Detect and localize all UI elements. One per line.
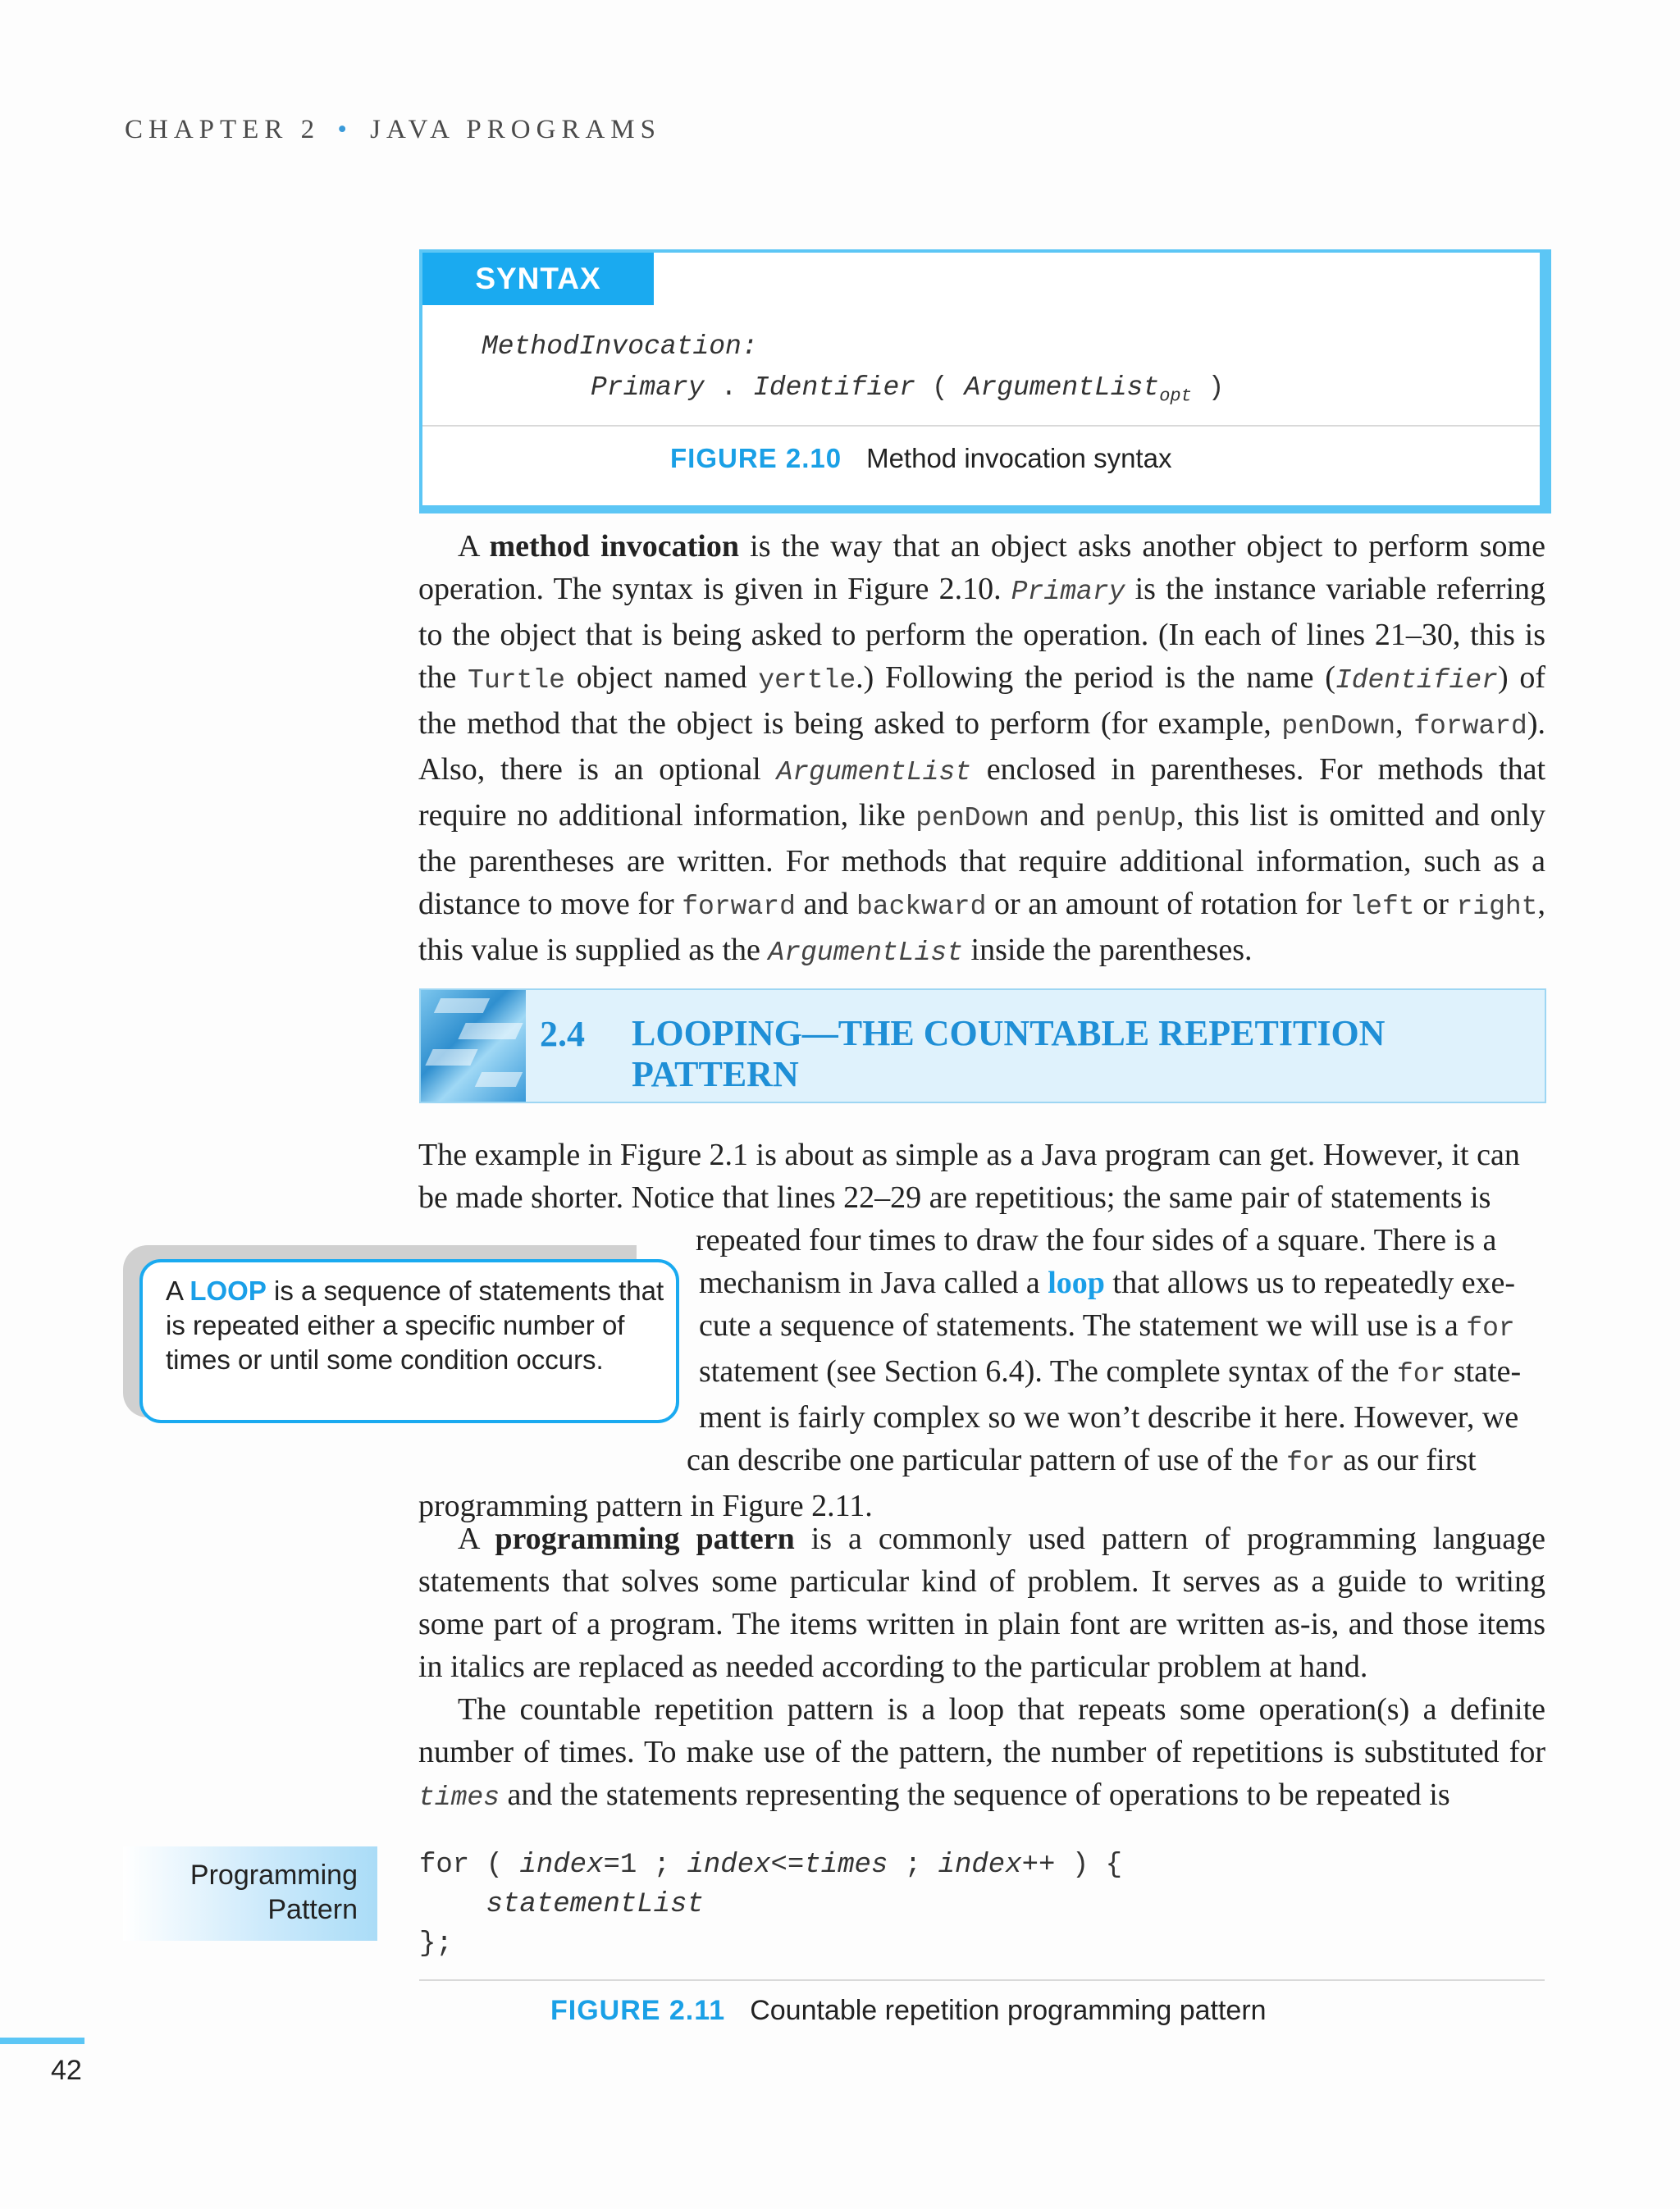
margin-note-loop: A LOOP is a sequence of statements that is repeated either a specific number of times or until some condition occurs. bbox=[139, 1259, 679, 1423]
figure-caption-text: Countable repetition programming pattern bbox=[750, 1995, 1267, 2026]
paragraph-programming-pattern: A programming pattern is a commonly used pattern of programming language statements that solves some particular kind of problem. It serves as a guide to writing some part of a program. The items written in plain font are written as-is, and those items in italics are replaced as needed according to the particular problem at hand. bbox=[418, 1522, 1545, 1684]
chapter-title: JAVA PROGRAMS bbox=[370, 115, 661, 144]
paragraph-method-invocation: A method invocation is the way that an object asks another object to perform some operation. The syntax is given in Figure 2.10. Primary is the instance variable referring to the object that is being asked to perform the operation. (In each of lines 21–30, this is the Turtle object named yertle.) Following the period is the name (Identifier) of the method that the object is being asked to perform (for example, penDown, forward). Also, there is an optional ArgumentList enclosed in parentheses. For methods that require no additional information, like penDown and penUp, this list is omitted and only the parentheses are written. For methods that require additional information, such as a distance to move for forward and backward or an amount of rotation for left or right, this value is supplied as the ArgumentList inside the parentheses. bbox=[418, 529, 1546, 968]
figure-2-10-caption bbox=[670, 443, 1171, 474]
section-number: 2.4 bbox=[540, 1014, 585, 1054]
running-head bbox=[125, 115, 661, 145]
programming-pattern-label: Programming Pattern bbox=[123, 1846, 377, 1941]
paragraph-loop-intro: The example in Figure 2.1 is about as simple as a Java program can get. However, it can be made shorter. Notice that lines 22–29 are repetitious; the same pair of statements is repeated four times to draw the four sides of a square. There is a mechanism in Java called a loop that allows us to repeatedly exe- cute a sequence of statements. The statement we will use is a for statement (see Section 6.4). The complete syntax of the for state- ment is fairly complex so we won’t describe it here. However, we can describe one particular pattern of use of the for as our first programming pattern in Figure 2.11. bbox=[418, 1138, 1522, 1523]
figure-2-11-caption bbox=[550, 1995, 1267, 2027]
section-heading bbox=[419, 988, 1546, 1103]
chapter-label: CHAPTER 2 bbox=[125, 115, 321, 144]
keyboard-graphic bbox=[421, 990, 526, 1102]
syntax-rule-name: MethodInvocation: bbox=[482, 331, 758, 362]
figure-caption-text: Method invocation syntax bbox=[866, 443, 1172, 473]
note-keyword: LOOP bbox=[189, 1276, 267, 1306]
syntax-tab: SYNTAX bbox=[422, 253, 654, 305]
figure-2-11-divider bbox=[419, 1979, 1545, 1981]
term-loop: loop bbox=[1048, 1266, 1105, 1300]
figure-number: FIGURE 2.11 bbox=[550, 1995, 726, 2026]
paragraph-countable-repetition: The countable repetition pattern is a loop that repeats some operation(s) a definite number of times. To make use of the pattern, the number of repetitions is substituted for times and the statements representing the sequence of operations to be repeated is bbox=[418, 1692, 1545, 1813]
code-for-loop: for ( index=1 ; index<=times ; index++ ) { statementList }; bbox=[419, 1850, 1123, 1960]
figure-number: FIGURE 2.10 bbox=[670, 443, 842, 473]
syntax-rule-body: Primary . Identifier ( ArgumentList$_{opt}$ ) bbox=[591, 372, 1225, 407]
separator-dot: • bbox=[337, 115, 353, 144]
section-title: LOOPING—THE COUNTABLE REPETITION PATTERN bbox=[632, 1013, 1386, 1094]
syntax-box bbox=[419, 249, 1551, 513]
page-number-bar bbox=[0, 2038, 84, 2044]
syntax-divider bbox=[422, 425, 1540, 427]
page-number: 42 bbox=[51, 2055, 82, 2086]
